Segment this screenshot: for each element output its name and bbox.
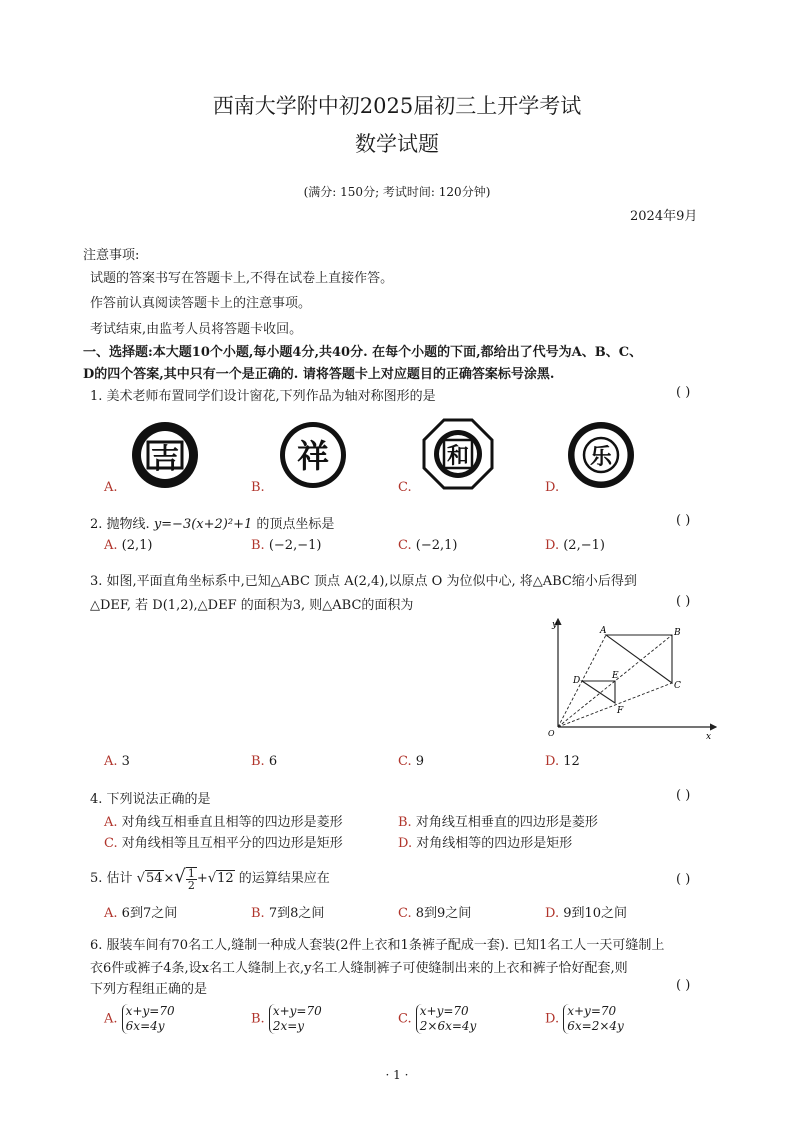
q4-option-b[interactable]: B. 对角线互相垂直的四边形是菱形 <box>398 815 598 830</box>
q4-option-a[interactable]: A. 对角线互相垂直且相等的四边形是菱形 <box>104 815 343 830</box>
point-c-label: C <box>674 681 681 691</box>
notice-item-2: 作答前认真阅读答题卡上的注意事项。 <box>90 296 312 311</box>
y-axis-label: y <box>552 620 558 630</box>
q5-sqrt-54: 54 <box>145 871 163 886</box>
q3-answer-paren: ( ) <box>676 594 691 609</box>
q1-image-a <box>130 420 200 490</box>
q4-text: 4. 下列说法正确的是 <box>90 792 211 807</box>
point-d-label: D <box>573 676 581 686</box>
q6-option-b[interactable]: B. x+y=70 2x=y <box>251 1004 322 1033</box>
section1-line2: D的四个答案,其中只有一个是正确的. 请将答题卡上对应题目的正确答案标号涂黑. <box>83 367 555 382</box>
q4-option-d[interactable]: D. 对角线相等的四边形是矩形 <box>398 836 573 851</box>
exam-subtitle: 数学试题 <box>355 132 439 156</box>
point-f-label: F <box>617 706 624 716</box>
q1-image-b <box>278 420 348 490</box>
q3-figure <box>540 615 720 745</box>
q2-answer-paren: ( ) <box>676 513 691 528</box>
q6-option-c[interactable]: C. x+y=70 2×6x=4y <box>398 1004 477 1033</box>
q5-text: 5. 估计 √54×√ $\frac{1}{2}$ +√12 的运算结果应在 <box>90 866 330 892</box>
q1-answer-paren: ( ) <box>676 385 691 400</box>
exam-date: 2024年9月 <box>630 209 698 224</box>
q5-option-d[interactable]: D. 9到10之间 <box>545 906 628 921</box>
q1-option-a[interactable]: A. <box>104 480 118 495</box>
q2-option-a[interactable]: A. (2,1) <box>104 538 153 553</box>
q1-text: 1. 美术老师布置同学们设计窗花,下列作品为轴对称图形的是 <box>90 389 436 404</box>
q5-sqrt-12: 12 <box>217 871 234 886</box>
q5-option-a[interactable]: A. 6到7之间 <box>104 906 178 921</box>
q2-option-c[interactable]: C. (−2,1) <box>398 538 458 553</box>
q1-option-d[interactable]: D. <box>545 480 560 495</box>
triangle-def <box>582 681 615 703</box>
point-e-label: E <box>612 671 619 681</box>
q5-answer-paren: ( ) <box>676 872 691 887</box>
notice-item-3: 考试结束,由监考人员将答题卡收回。 <box>90 322 303 337</box>
q5-option-c[interactable]: C. 8到9之间 <box>398 906 472 921</box>
q2-formula: y=−3(x+2)²+1 <box>153 517 253 532</box>
q4-answer-paren: ( ) <box>676 788 691 803</box>
q1-image-c <box>422 418 494 490</box>
origin-label: O <box>548 729 555 738</box>
q6-answer-paren: ( ) <box>676 978 691 993</box>
q2-prefix: 2. 抛物线. <box>90 517 154 532</box>
q1-image-d <box>566 420 636 490</box>
q1-image-d-char: 乐 <box>589 444 613 470</box>
q3-option-a[interactable]: A. 3 <box>104 754 130 769</box>
q3-option-b[interactable]: B. 6 <box>251 754 278 769</box>
section1-line1: 一、选择题:本大题10个小题,每小题4分,共40分. 在每个小题的下面,都给出了代号为A、B、C、 <box>83 345 643 360</box>
exam-title: 西南大学附中初2025届初三上开学考试 <box>212 94 582 118</box>
notice-heading: 注意事项: <box>83 248 140 263</box>
q6-option-d[interactable]: D. x+y=70 6x=2×4y <box>545 1004 624 1033</box>
q3-option-d[interactable]: D. 12 <box>545 754 580 769</box>
point-a-label: A <box>600 626 607 636</box>
q3-line1: 3. 如图,平面直角坐标系中,已知△ABC 顶点 A(2,4),以原点 O 为位似中心, 将△ABC缩小后得到 <box>90 574 637 589</box>
q1-image-b-char: 祥 <box>296 437 330 475</box>
q1-image-a-char: 吉 <box>150 442 180 475</box>
q2-text <box>90 513 334 532</box>
q1-image-c-char: 和 <box>446 443 470 469</box>
q1-option-c[interactable]: C. <box>398 480 412 495</box>
q3-line2: △DEF, 若 D(1,2),△DEF 的面积为3, 则△ABC的面积为 <box>90 598 414 613</box>
q2-option-d[interactable]: D. (2,−1) <box>545 538 605 553</box>
q4-option-c[interactable]: C. 对角线相等且互相平分的四边形是矩形 <box>104 836 343 851</box>
q5-option-b[interactable]: B. 7到8之间 <box>251 906 325 921</box>
notice-item-1: 试题的答案书写在答题卡上,不得在试卷上直接作答。 <box>90 271 394 286</box>
q6-line2: 衣6件或裤子4条,设x名工人缝制上衣,y名工人缝制裤子可使缝制出来的上衣和裤子恰好配套,则 <box>90 961 628 976</box>
q3-option-c[interactable]: C. 9 <box>398 754 425 769</box>
page-number: · 1 · <box>385 1068 409 1082</box>
q2-option-b[interactable]: B. (−2,−1) <box>251 538 322 553</box>
point-b-label: B <box>674 628 681 638</box>
q2-suffix: 的顶点坐标是 <box>252 517 335 532</box>
q1-option-b[interactable]: B. <box>251 480 265 495</box>
x-axis-label: x <box>706 732 712 742</box>
q6-line3: 下列方程组正确的是 <box>90 982 208 997</box>
exam-info: (满分: 150分; 考试时间: 120分钟) <box>303 185 491 199</box>
q6-line1: 6. 服装车间有70名工人,缝制一种成人套装(2件上衣和1条裤子配成一套). 已知1名工人一天可缝制上 <box>90 938 665 953</box>
q6-option-a[interactable]: A. x+y=70 6x=4y <box>104 1004 175 1033</box>
